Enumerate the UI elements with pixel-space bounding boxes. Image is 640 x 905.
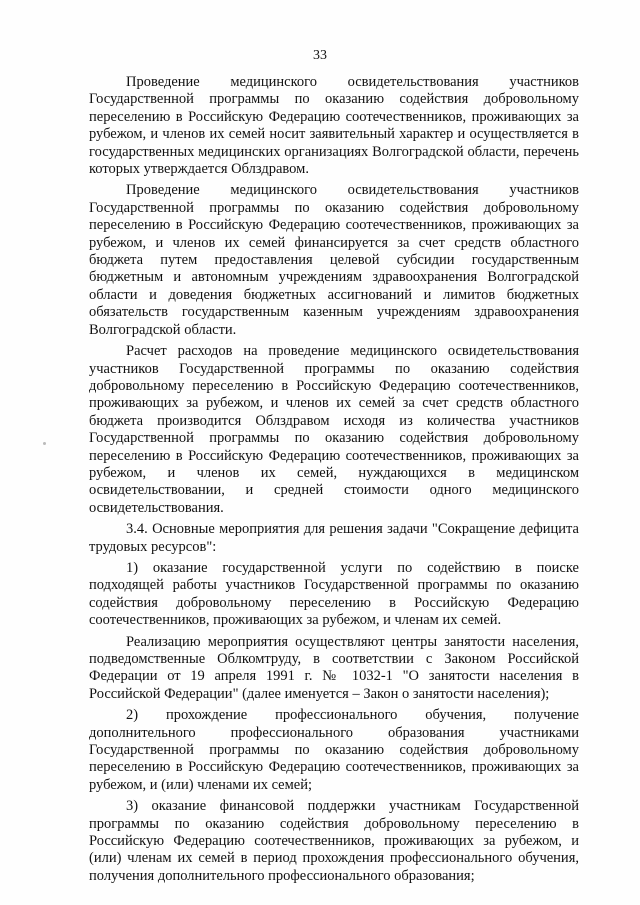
list-item-1: 1) оказание государственной услуги по содействию в поиске подходящей работы участников Государственной программы по оказанию содействия добровольному переселению в Российскую Федерацию соотечественников, проживающих за рубежом, и членам их семей.	[89, 559, 579, 629]
page-number: 33	[313, 48, 327, 63]
paragraph-medical-exam-funding: Проведение медицинского освидетельствования участников Государственной программы по оказанию содействия добровольному переселению в Российскую Федерацию соотечественников, проживающих за рубежом, и членов их семей финансируется за счет средств областного бюджета путем предоставления целевой субсидии государственным бюджетным и автономным учреждениям здравоохранения Волгоградской области и доведения бюджетных ассигнований и лимитов бюджетных обязательств государственным казенным учреждениям здравоохранения Волгоградской области.	[89, 182, 579, 338]
scan-speck	[43, 442, 46, 445]
paragraph-implementation: Реализацию мероприятия осуществляют центры занятости населения, подведомственные Облкомтруду, в соответствии с Законом Российской Федерации от 19 апреля 1991 г. № 1032-1 "О занятости населения в Российской Федерации" (далее именуется – Закон о занятости населения);	[89, 633, 579, 702]
list-item-2: 2) прохождение профессионального обучения, получение дополнительного профессионального образования участниками Государственной программы по оказанию содействия добровольному переселению в Российскую Федерацию соотечественников, проживающих за рубежом, и (или) членами их семей;	[89, 707, 579, 793]
list-item-3: 3) оказание финансовой поддержки участникам Государственной программы по оказанию содействия добровольному переселению в Российскую Федерацию соотечественников, проживающих за рубежом, и (или) членам их семей в период прохождения профессионального обучения, получения дополнительного профессионального образования;	[89, 798, 579, 884]
paragraph-medical-exam-voluntary: Проведение медицинского освидетельствования участников Государственной программы по оказанию содействия добровольному переселению в Российскую Федерацию соотечественников, проживающих за рубежом, и членов их семей носит заявительный характер и осуществляется в государственных медицинских организациях Волгоградской области, перечень которых утверждается Облздравом.	[89, 74, 579, 178]
section-3-4-heading: 3.4. Основные мероприятия для решения задачи "Сокращение дефицита трудовых ресурсов":	[89, 521, 579, 555]
paragraph-expense-calculation: Расчет расходов на проведение медицинского освидетельствования участников Государственной программы по оказанию содействия добровольному переселению в Российскую Федерацию соотечественников, проживающих за рубежом, и членов их семей за счет средств областного бюджета производится Облздравом исходя из количества участников Государственной программы по оказанию содействия добровольному переселению в Российскую Федерацию соотечественников, проживающих за рубежом, и членов их семей, нуждающихся в медицинском освидетельствовании, и средней стоимости одного медицинского освидетельствования.	[89, 343, 579, 516]
document-body	[89, 74, 579, 885]
